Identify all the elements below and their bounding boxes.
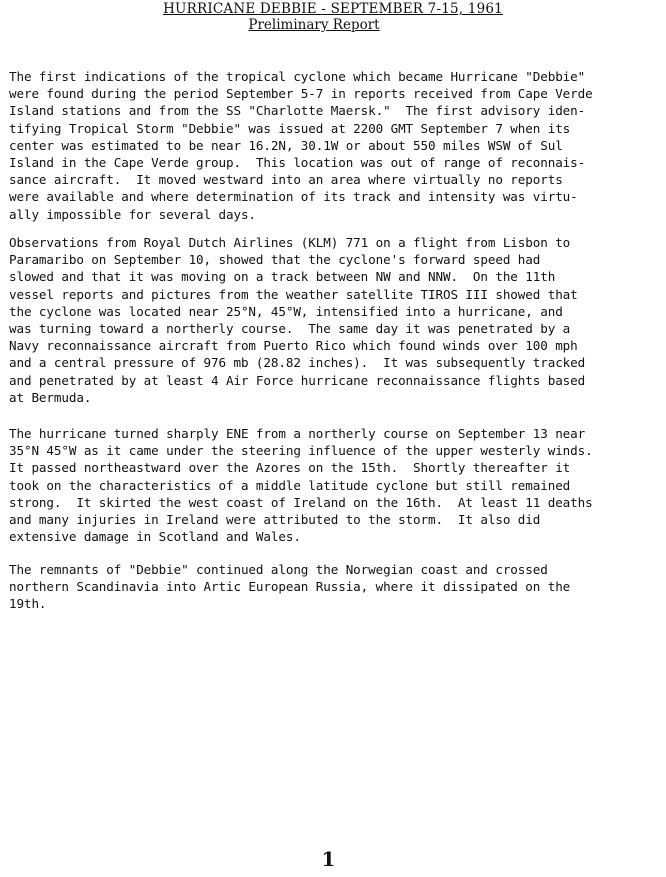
text-line: The first indications of the tropical cyclone which became Hurricane "Debbie": [9, 69, 586, 84]
text-line: 35°N 45°W as it came under the steering influence of the upper westerly winds.: [9, 443, 593, 459]
text-line: slowed and that it was moving on a track between NW and NNW. On the 11th: [9, 269, 556, 285]
text-line: It passed northeastward over the Azores on the 15th. Shortly thereafter it: [9, 460, 571, 476]
text-line: and a central pressure of 976 mb (28.82 inches). It was subsequently tracked: [9, 355, 586, 371]
text-line: Observations from Royal Dutch Airlines (KLM) 771 on a flight from Lisbon to: [9, 235, 571, 250]
report-subtitle: Preliminary Report: [248, 17, 380, 33]
text-line: extensive damage in Scotland and Wales.: [9, 529, 301, 545]
text-line: sance aircraft. It moved westward into an area where virtually no reports: [9, 172, 563, 188]
text-line: were available and where determination of its track and intensity was virtu-: [9, 189, 578, 205]
text-line: The remnants of "Debbie" continued along the Norwegian coast and crossed: [9, 562, 548, 577]
text-line: ally impossible for several days.: [9, 206, 256, 222]
text-line: strong. It skirted the west coast of Ireland on the 16th. At least 11 deaths: [9, 494, 593, 510]
text-line: The hurricane turned sharply ENE from a northerly course on September 13 near: [9, 426, 586, 441]
paragraph-observations: [9, 234, 664, 406]
text-line: 19th.: [9, 596, 47, 612]
text-line: took on the characteristics of a middle latitude cyclone but still remained: [9, 477, 571, 493]
text-line: were found during the period September 5-7 in reports received from Cape Verde: [9, 86, 593, 102]
text-line: northern Scandinavia into Artic European Russia, where it dissipated on the: [9, 579, 571, 595]
paragraph-remnants: [9, 561, 664, 613]
text-line: center was estimated to be near 16.2N, 30.1W or about 550 miles WSW of Sul: [9, 137, 563, 153]
text-line: Island in the Cape Verde group. This location was out of range of reconnais-: [9, 155, 586, 171]
text-line: was turning toward a northerly course. The same day it was penetrated by a: [9, 321, 571, 337]
paragraph-hurricane-turn: [9, 425, 664, 545]
text-line: and penetrated by at least 4 Air Force hurricane reconnaissance flights based: [9, 372, 586, 388]
text-line: at Bermuda.: [9, 389, 92, 405]
text-line: Paramaribo on September 10, showed that the cyclone's forward speed had: [9, 252, 541, 268]
text-line: Navy reconnaissance aircraft from Puerto Rico which found winds over 100 mph: [9, 338, 578, 354]
text-line: Island stations and from the SS "Charlotte Maersk." The first advisory iden-: [9, 103, 586, 119]
page-number: 1: [321, 847, 336, 871]
text-line: tifying Tropical Storm "Debbie" was issued at 2200 GMT September 7 when its: [9, 120, 571, 136]
paragraph-initial-indications: [9, 68, 664, 223]
report-title: HURRICANE DEBBIE - SEPTEMBER 7-15, 1961: [163, 1, 503, 17]
text-line: vessel reports and pictures from the weather satellite TIROS III showed that: [9, 286, 578, 302]
text-line: the cyclone was located near 25°N, 45°W, intensified into a hurricane, and: [9, 303, 563, 319]
text-line: and many injuries in Ireland were attributed to the storm. It also did: [9, 512, 541, 528]
